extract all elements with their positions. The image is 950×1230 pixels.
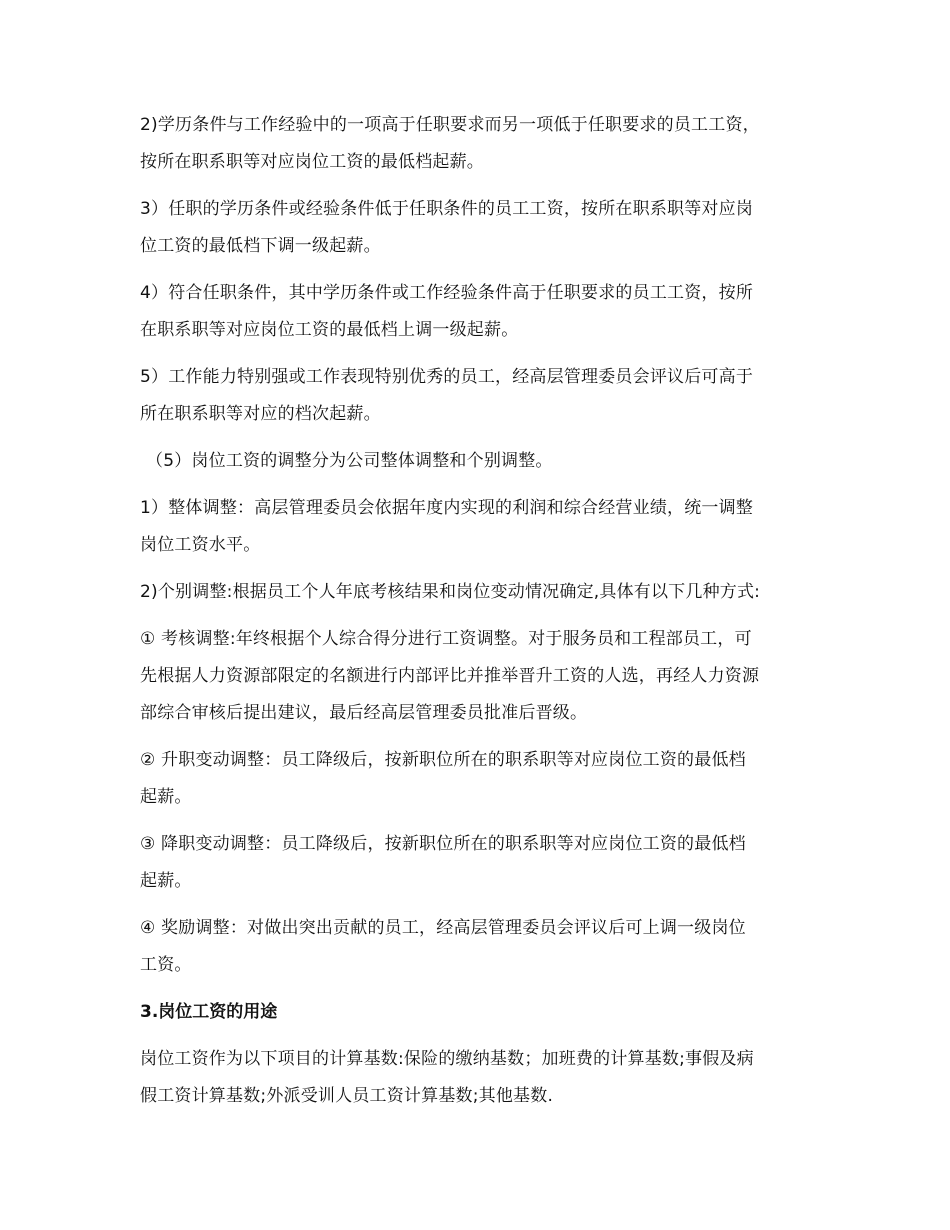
text-line: 2)学历条件与工作经验中的一项高于任职要求而另一项低于任职要求的员工工资， <box>140 115 760 135</box>
paragraph <box>140 621 830 732</box>
paragraph <box>140 490 830 564</box>
text-line: 部综合审核后提出建议，最后经高层管理委员批准后晋级。 <box>140 703 588 723</box>
text-line: 起薪。 <box>140 871 192 891</box>
text-line: 1）整体调整：高层管理委员会依据年度内实现的利润和综合经营业绩，统一调整 <box>140 498 754 518</box>
paragraph <box>140 826 830 900</box>
text-line: 假工资计算基数;外派受训人员工资计算基数;其他基数. <box>140 1086 554 1106</box>
paragraph <box>140 191 830 265</box>
text-line: 5）工作能力特别强或工作表现特别优秀的员工，经高层管理委员会评议后可高于 <box>140 367 754 387</box>
text-line: 3）任职的学历条件或经验条件低于任职条件的员工工资，按所在职系职等对应岗 <box>140 199 754 219</box>
text-line: ① 考核调整:年终根据个人综合得分进行工资调整。对于服务员和工程部员工，可 <box>140 629 752 649</box>
text-line: 在职系职等对应岗位工资的最低档上调一级起薪。 <box>140 320 519 340</box>
paragraph <box>140 275 830 349</box>
text-line: 按所在职系职等对应岗位工资的最低档起薪。 <box>140 152 484 172</box>
paragraph <box>140 742 830 816</box>
text-line: 4）符合任职条件，其中学历条件或工作经验条件高于任职要求的员工工资，按所 <box>140 283 754 303</box>
text-line: ③ 降职变动调整：员工降级后，按新职位所在的职系职等对应岗位工资的最低档 <box>140 834 746 854</box>
text-line: ④ 奖励调整：对做出突出贡献的员工，经高层管理委员会评议后可上调一级岗位 <box>140 918 746 938</box>
document-page <box>140 107 830 1125</box>
paragraph <box>140 574 830 611</box>
text-line: 2)个别调整:根据员工个人年底考核结果和岗位变动情况确定,具体有以下几种方式: <box>140 582 761 602</box>
text-line: 所在职系职等对应的档次起薪。 <box>140 404 381 424</box>
text-line: 岗位工资水平。 <box>140 535 261 555</box>
text-line: 先根据人力资源部限定的名额进行内部评比并推举晋升工资的人选，再经人力资源 <box>140 666 760 686</box>
text-line: （5）岗位工资的调整分为公司整体调整和个别调整。 <box>146 451 553 471</box>
text-line: 3.岗位工资的用途 <box>140 1002 278 1022</box>
text-line: 工资。 <box>140 955 192 975</box>
paragraph <box>140 910 830 984</box>
text-line: 位工资的最低档下调一级起薪。 <box>140 236 381 256</box>
paragraph <box>140 1041 830 1115</box>
paragraph <box>140 107 830 181</box>
text-line: ② 升职变动调整：员工降级后，按新职位所在的职系职等对应岗位工资的最低档 <box>140 750 746 770</box>
paragraph <box>140 359 830 433</box>
paragraph <box>140 443 830 480</box>
text-line: 岗位工资作为以下项目的计算基数:保险的缴纳基数；加班费的计算基数;事假及病 <box>140 1049 754 1069</box>
section-heading <box>140 994 830 1031</box>
text-line: 起薪。 <box>140 787 192 807</box>
